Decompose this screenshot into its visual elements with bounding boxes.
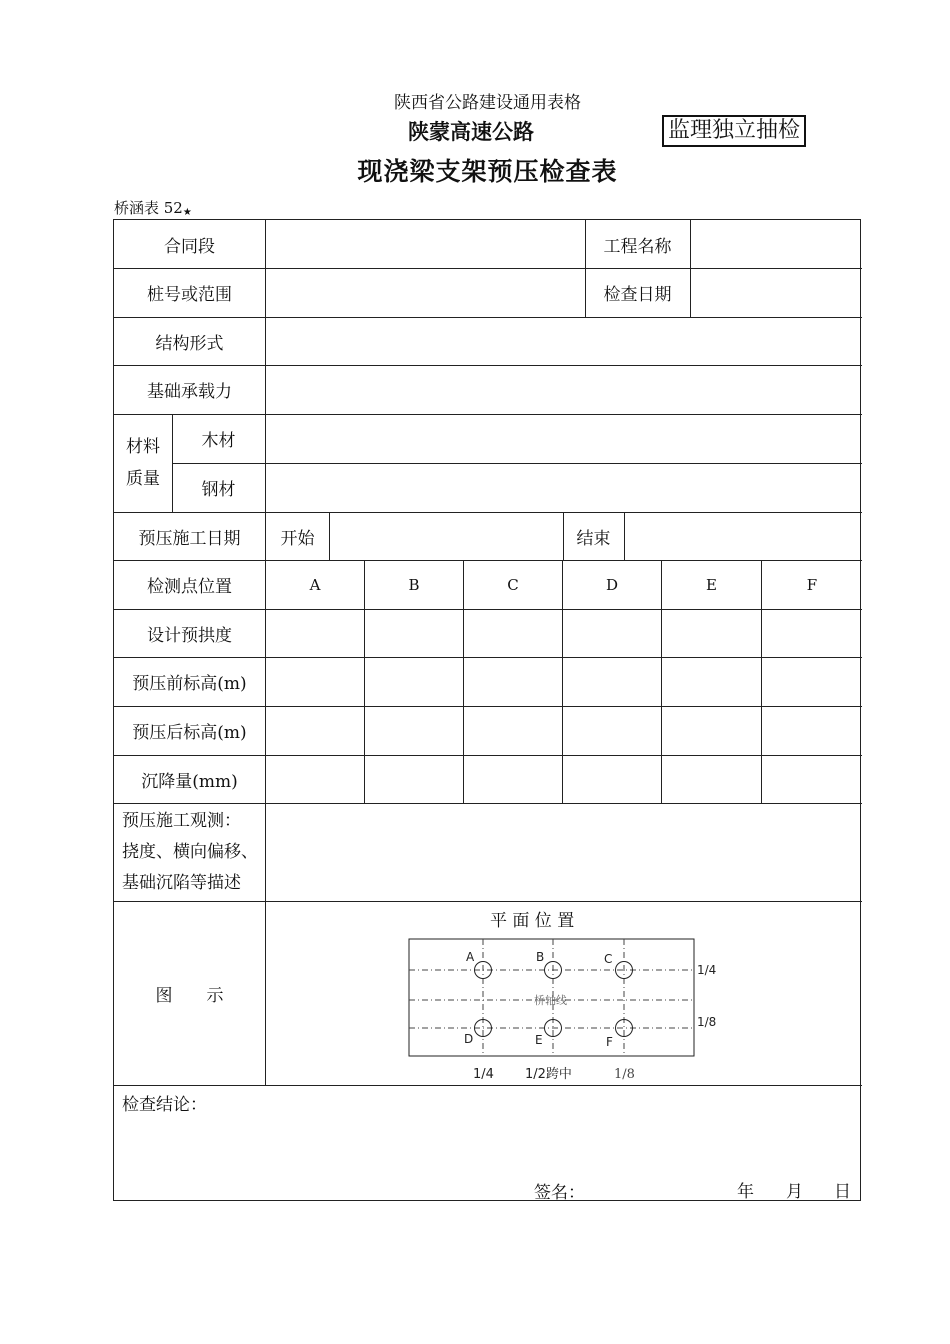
- label-before-elevation: 预压前标高(m): [132, 674, 247, 694]
- point-label-f: F: [606, 1035, 613, 1049]
- bridge-axis-label: 桥轴线: [534, 994, 567, 1007]
- field-check-date[interactable]: [691, 268, 862, 317]
- point-header-b: B: [408, 575, 420, 594]
- point-label-a: A: [466, 950, 475, 964]
- signature-label: 签名：: [534, 1183, 585, 1203]
- plan-position-diagram: [400, 930, 740, 1090]
- right-label-eighth: 1/8: [697, 1015, 717, 1029]
- field-structure-form[interactable]: [266, 317, 862, 365]
- label-design-camber: 设计预拱度: [147, 625, 232, 646]
- label-point-position: 检测点位置: [147, 577, 232, 597]
- label-settlement: 沉降量(mm): [141, 771, 238, 792]
- form-series-title: 陕西省公路建设通用表格: [394, 93, 581, 113]
- label-steel: 钢材: [201, 480, 236, 500]
- point-header-f: F: [806, 575, 818, 594]
- field-wood[interactable]: [266, 414, 862, 463]
- field-pile-range[interactable]: [266, 268, 585, 317]
- label-conclusion: 检查结论：: [122, 1094, 207, 1115]
- label-material-quality-line1: 材料: [126, 437, 160, 457]
- point-label-d: D: [464, 1032, 474, 1046]
- field-steel[interactable]: [266, 463, 862, 512]
- field-foundation-capacity[interactable]: [266, 365, 862, 414]
- date-month-label: 月: [786, 1182, 803, 1202]
- signature-field[interactable]: [580, 1176, 720, 1200]
- supervision-badge: 监理独立抽检: [662, 115, 806, 147]
- bottom-label-eighth: 1/8: [614, 1067, 635, 1082]
- bottom-label-midspan: 1/2跨中: [525, 1067, 572, 1082]
- label-wood: 木材: [201, 431, 236, 451]
- field-contract-section[interactable]: [266, 220, 585, 268]
- label-end: 结束: [576, 528, 611, 549]
- label-project-name: 工程名称: [603, 236, 672, 257]
- field-observation[interactable]: [266, 803, 862, 901]
- point-header-a: A: [309, 575, 321, 594]
- field-end-date[interactable]: [625, 512, 862, 560]
- page-title: 现浇梁支架预压检查表: [357, 157, 618, 186]
- label-structure-form: 结构形式: [155, 333, 224, 354]
- label-after-elevation: 预压后标高(m): [132, 723, 247, 743]
- label-foundation-capacity: 基础承载力: [147, 382, 232, 402]
- label-pile-range: 桩号或范围: [147, 285, 232, 305]
- form-number-text: 桥涵表 52: [114, 199, 183, 217]
- point-label-e: E: [535, 1033, 543, 1047]
- label-material-quality-line2: 质量: [126, 469, 160, 489]
- label-observation: [114, 803, 265, 901]
- point-label-b: B: [536, 950, 545, 964]
- label-observation-line1: 预压施工观测：: [122, 810, 241, 831]
- project-name-heading: 陕蒙高速公路: [408, 120, 534, 144]
- diagram-title: 平 面 位 置: [490, 911, 575, 931]
- label-start: 开始: [280, 528, 315, 549]
- bottom-label-quarter: 1/4: [473, 1067, 494, 1082]
- date-year-label: 年: [737, 1182, 754, 1202]
- point-header-c: C: [507, 575, 519, 594]
- point-label-c: C: [604, 952, 613, 966]
- label-material-quality: [114, 414, 172, 512]
- label-preload-date: 预压施工日期: [138, 528, 241, 549]
- right-label-quarter: 1/4: [697, 963, 717, 977]
- field-project-name[interactable]: [691, 220, 862, 268]
- label-observation-line2: 挠度、横向偏移、: [122, 841, 258, 862]
- star-mark: ★: [182, 207, 192, 218]
- field-start-date[interactable]: [330, 512, 563, 560]
- form-number: [114, 197, 192, 218]
- point-header-d: D: [605, 575, 619, 594]
- label-check-date: 检查日期: [603, 285, 672, 305]
- label-observation-line3: 基础沉陷等描述: [122, 872, 241, 893]
- date-day-label: 日: [834, 1182, 851, 1202]
- label-contract-section: 合同段: [164, 236, 215, 257]
- label-diagram: 图 示: [155, 985, 224, 1006]
- point-header-e: E: [706, 575, 717, 594]
